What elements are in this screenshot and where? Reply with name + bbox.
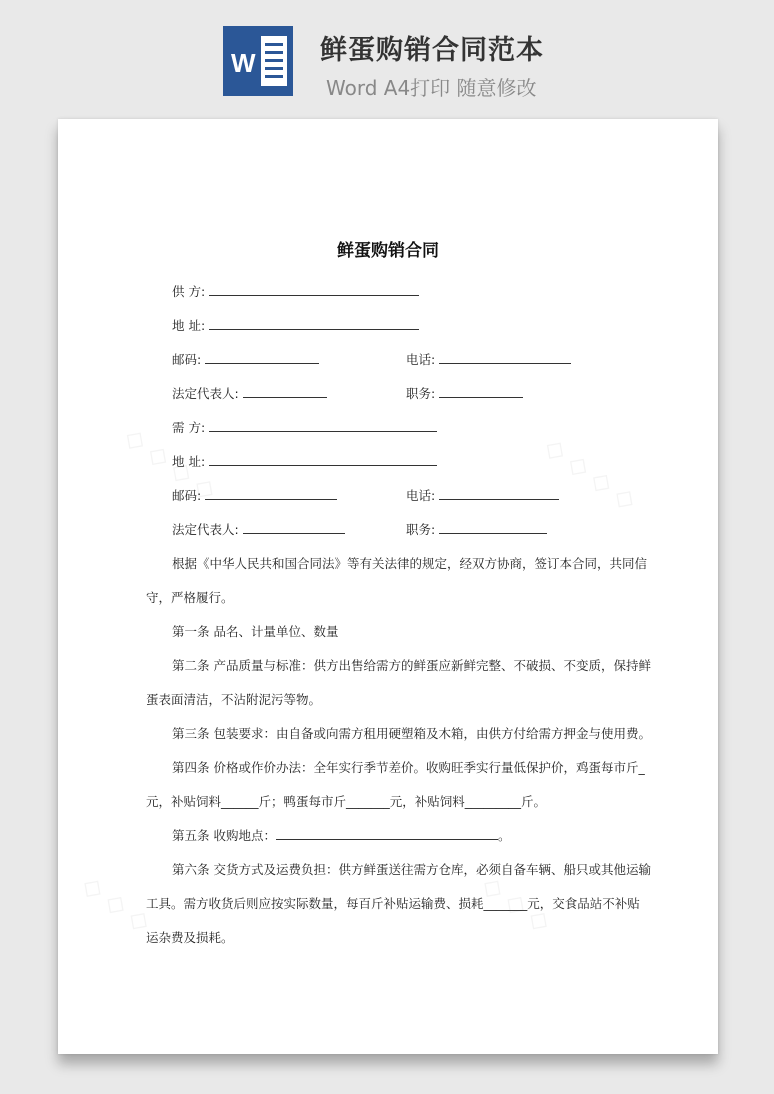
intro-paragraph-cont: 守，严格履行。 bbox=[146, 590, 234, 605]
article-3: 第三条 包装要求：由自备或向需方租用硬塑箱及木箱，由供方付给需方押金与使用费。 bbox=[172, 726, 651, 741]
buyer-rep-blank[interactable] bbox=[243, 521, 345, 534]
buyer-postcode-label: 邮码: bbox=[172, 488, 202, 503]
watermark bbox=[76, 870, 156, 938]
buyer-phone-blank[interactable] bbox=[439, 487, 559, 500]
buyer-position-blank[interactable] bbox=[439, 521, 547, 534]
supplier-rep-label: 法定代表人: bbox=[172, 386, 239, 401]
buyer-postcode-blank[interactable] bbox=[205, 487, 337, 500]
buyer-position-label: 职务: bbox=[406, 522, 436, 537]
buyer-address-blank[interactable] bbox=[209, 453, 437, 466]
banner-subtitle: Word A4打印 随意修改 bbox=[326, 76, 537, 100]
collection-place-blank[interactable] bbox=[276, 827, 498, 840]
article-2-cont: 蛋表面清洁，不沾附泥污等物。 bbox=[146, 692, 322, 707]
buyer-address-label: 地 址: bbox=[172, 454, 206, 469]
supplier-postcode-label: 邮码: bbox=[172, 352, 202, 367]
svg-text:W: W bbox=[231, 48, 256, 78]
article-2: 第二条 产品质量与标准：供方出售给需方的鲜蛋应新鲜完整、不破损、不变质，保持鲜 bbox=[172, 658, 651, 673]
supplier-address-blank[interactable] bbox=[209, 317, 419, 330]
supplier-postcode-blank[interactable] bbox=[205, 351, 319, 364]
buyer-label: 需 方: bbox=[172, 420, 206, 435]
buyer-position-line bbox=[406, 521, 547, 539]
supplier-address-line bbox=[172, 317, 419, 335]
buyer-line bbox=[172, 419, 437, 437]
article-5 bbox=[172, 827, 511, 845]
article-6: 第六条 交货方式及运费负担：供方鲜蛋送往需方仓库，必须自备车辆、船只或其他运输 bbox=[172, 862, 651, 877]
buyer-phone-label: 电话: bbox=[406, 488, 436, 503]
supplier-position-line bbox=[406, 385, 523, 403]
document-title: 鲜蛋购销合同 bbox=[337, 241, 439, 261]
word-document-icon bbox=[223, 26, 293, 96]
supplier-postcode-line bbox=[172, 351, 319, 369]
article-4: 第四条 价格或作价办法：全年实行季节差价。收购旺季实行量低保护价，鸡蛋每市斤_ bbox=[172, 760, 645, 775]
supplier-position-blank[interactable] bbox=[439, 385, 523, 398]
supplier-blank[interactable] bbox=[209, 283, 419, 296]
supplier-phone-line bbox=[406, 351, 571, 369]
article-6-cont2: 运杂费及损耗。 bbox=[146, 930, 234, 945]
article-1: 第一条 品名、计量单位、数量 bbox=[172, 624, 339, 639]
article-5-end: 。 bbox=[497, 828, 511, 843]
supplier-rep-blank[interactable] bbox=[243, 385, 327, 398]
buyer-address-line bbox=[172, 453, 437, 471]
buyer-phone-line bbox=[406, 487, 559, 505]
supplier-phone-label: 电话: bbox=[406, 352, 436, 367]
buyer-blank[interactable] bbox=[209, 419, 437, 432]
banner bbox=[0, 0, 774, 110]
supplier-position-label: 职务: bbox=[406, 386, 436, 401]
supplier-line bbox=[172, 283, 419, 301]
supplier-label: 供 方: bbox=[172, 284, 206, 299]
supplier-rep-line bbox=[172, 385, 327, 403]
article-5-label: 第五条 收购地点： bbox=[172, 828, 276, 843]
document-page bbox=[58, 119, 718, 1054]
buyer-rep-line bbox=[172, 521, 345, 539]
buyer-postcode-line bbox=[172, 487, 337, 505]
supplier-address-label: 地 址: bbox=[172, 318, 206, 333]
article-4-cont: 元，补贴饲料______斤；鸭蛋每市斤_______元，补贴饲料_________斤。 bbox=[146, 794, 547, 809]
article-6-cont: 工具。需方收货后则应按实际数量，每百斤补贴运输费、损耗_______元，交食品站不补贴 bbox=[146, 896, 640, 911]
buyer-rep-label: 法定代表人: bbox=[172, 522, 239, 537]
supplier-phone-blank[interactable] bbox=[439, 351, 571, 364]
banner-title: 鲜蛋购销合同范本 bbox=[320, 35, 544, 66]
intro-paragraph: 根据《中华人民共和国合同法》等有关法律的规定，经双方协商，签订本合同，共同信 bbox=[172, 556, 648, 571]
